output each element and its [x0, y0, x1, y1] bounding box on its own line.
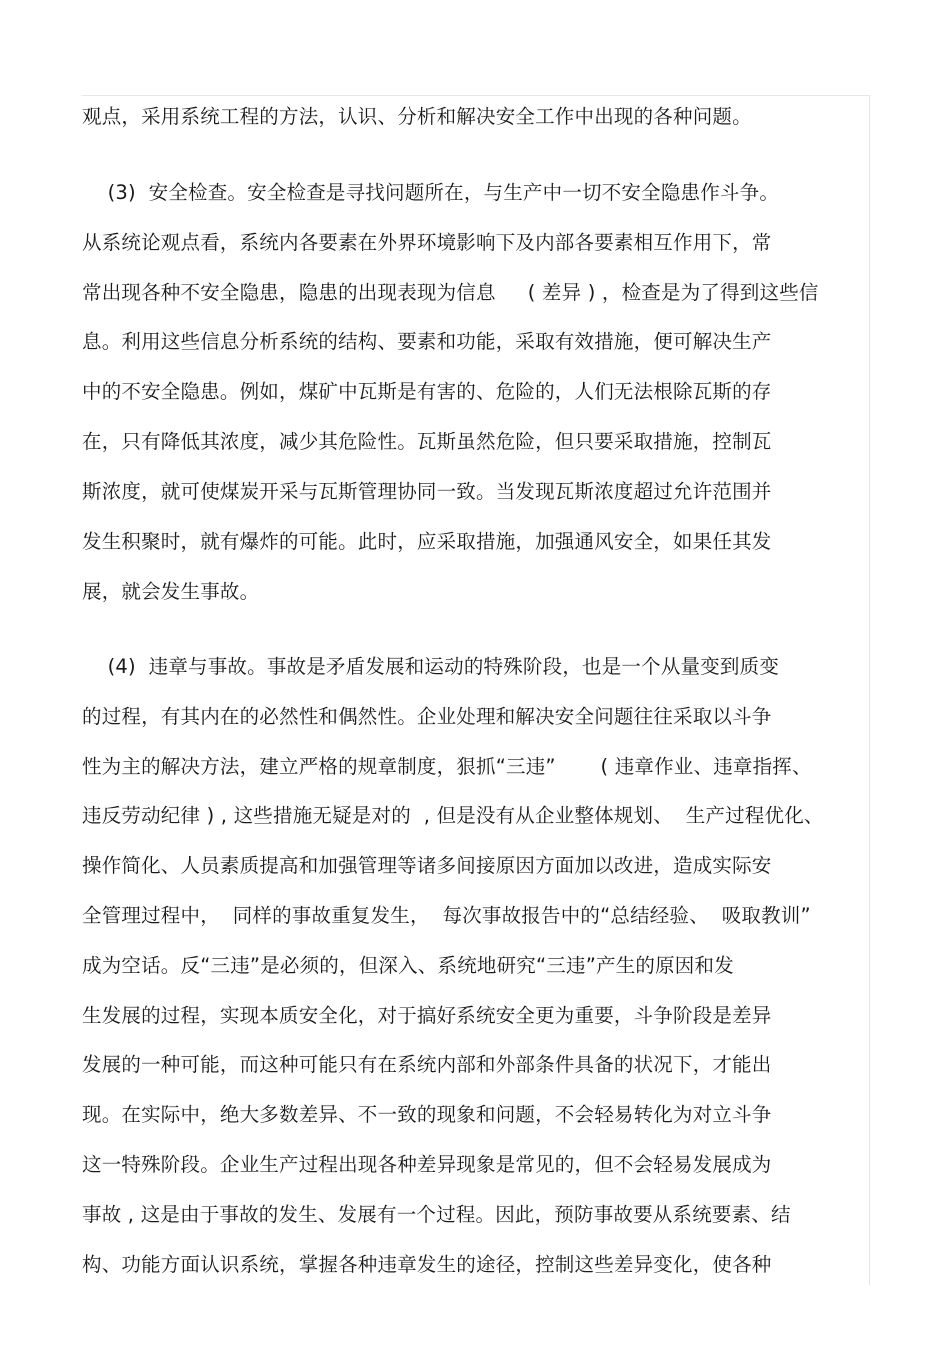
text-line: 中的不安全隐患。例如，煤矿中瓦斯是有害的、危险的，人们无法根除瓦斯的存 — [82, 380, 772, 403]
page-border-right — [869, 95, 870, 1285]
text-line: 违反劳动纪律 ) , 这些措施无疑是对的 , 但是没有从企业整体规划、 生产过程优化、 — [82, 804, 824, 827]
text-line: 构、功能方面认识系统，掌握各种违章发生的途径，控制这些差异变化，使各种 — [82, 1253, 772, 1276]
text-line: 事故 , 这是由于事故的发生、发展有一个过程。因此，预防事故要从系统要素、结 — [82, 1203, 791, 1226]
text-line: 展，就会发生事故。 — [82, 580, 260, 603]
text-line: 全管理过程中， 同样的事故重复发生， 每次事故报告中的“总结经验、 吸取教训” — [82, 904, 811, 927]
text-line: 发生积聚时，就有爆炸的可能。此时，应采取措施，加强通风安全，如果任其发 — [82, 530, 772, 553]
text-line: 发展的一种可能，而这种可能只有在系统内部和外部条件具备的状况下，才能出 — [82, 1053, 772, 1076]
text-line: 操作简化、人员素质提高和加强管理等诸多间接原因方面加以改进，造成实际安 — [82, 854, 772, 877]
page-border-top — [82, 95, 870, 96]
text-line: 生发展的过程，实现本质安全化，对于搞好系统安全更为重要，斗争阶段是差异 — [82, 1004, 772, 1027]
text-line: 成为空话。反“三违”是必须的，但深入、系统地研究“三违”产生的原因和发 — [82, 954, 734, 977]
text-line: 斯浓度，就可使煤炭开采与瓦斯管理协同一致。当发现瓦斯浓度超过允许范围并 — [82, 480, 772, 503]
text-line: 的过程，有其内在的必然性和偶然性。企业处理和解决安全问题往往采取以斗争 — [82, 705, 772, 728]
text-line: 现。在实际中，绝大多数差异、不一致的现象和问题，不会轻易转化为对立斗争 — [82, 1103, 772, 1126]
text-line: 从系统论观点看，系统内各要素在外界环境影响下及内部各要素相互作用下，常 — [82, 231, 772, 254]
text-line: (4) 违章与事故。事故是矛盾发展和运动的特殊阶段，也是一个从量变到质变 — [82, 655, 780, 678]
text-line: 息。利用这些信息分析系统的结构、要素和功能，采取有效措施，便可解决生产 — [82, 330, 772, 353]
text-line: 在，只有降低其浓度，减少其危险性。瓦斯虽然危险，但只要采取措施，控制瓦 — [82, 430, 772, 453]
text-line: 观点，采用系统工程的方法，认识、分析和解决安全工作中出现的各种问题。 — [82, 105, 752, 128]
text-line: 这一特殊阶段。企业生产过程出现各种差异现象是常见的，但不会轻易发展成为 — [82, 1153, 772, 1176]
text-line: 常出现各种不安全隐患，隐患的出现表现为信息 ( 差异 ) ，检查是为了得到这些信 — [82, 281, 819, 304]
text-line: 性为主的解决方法，建立严格的规章制度，狠抓“三违” ( 违章作业、违章指挥、 — [82, 755, 812, 778]
text-line: (3) 安全检查。安全检查是寻找问题所在，与生产中一切不安全隐患作斗争。 — [82, 181, 780, 204]
